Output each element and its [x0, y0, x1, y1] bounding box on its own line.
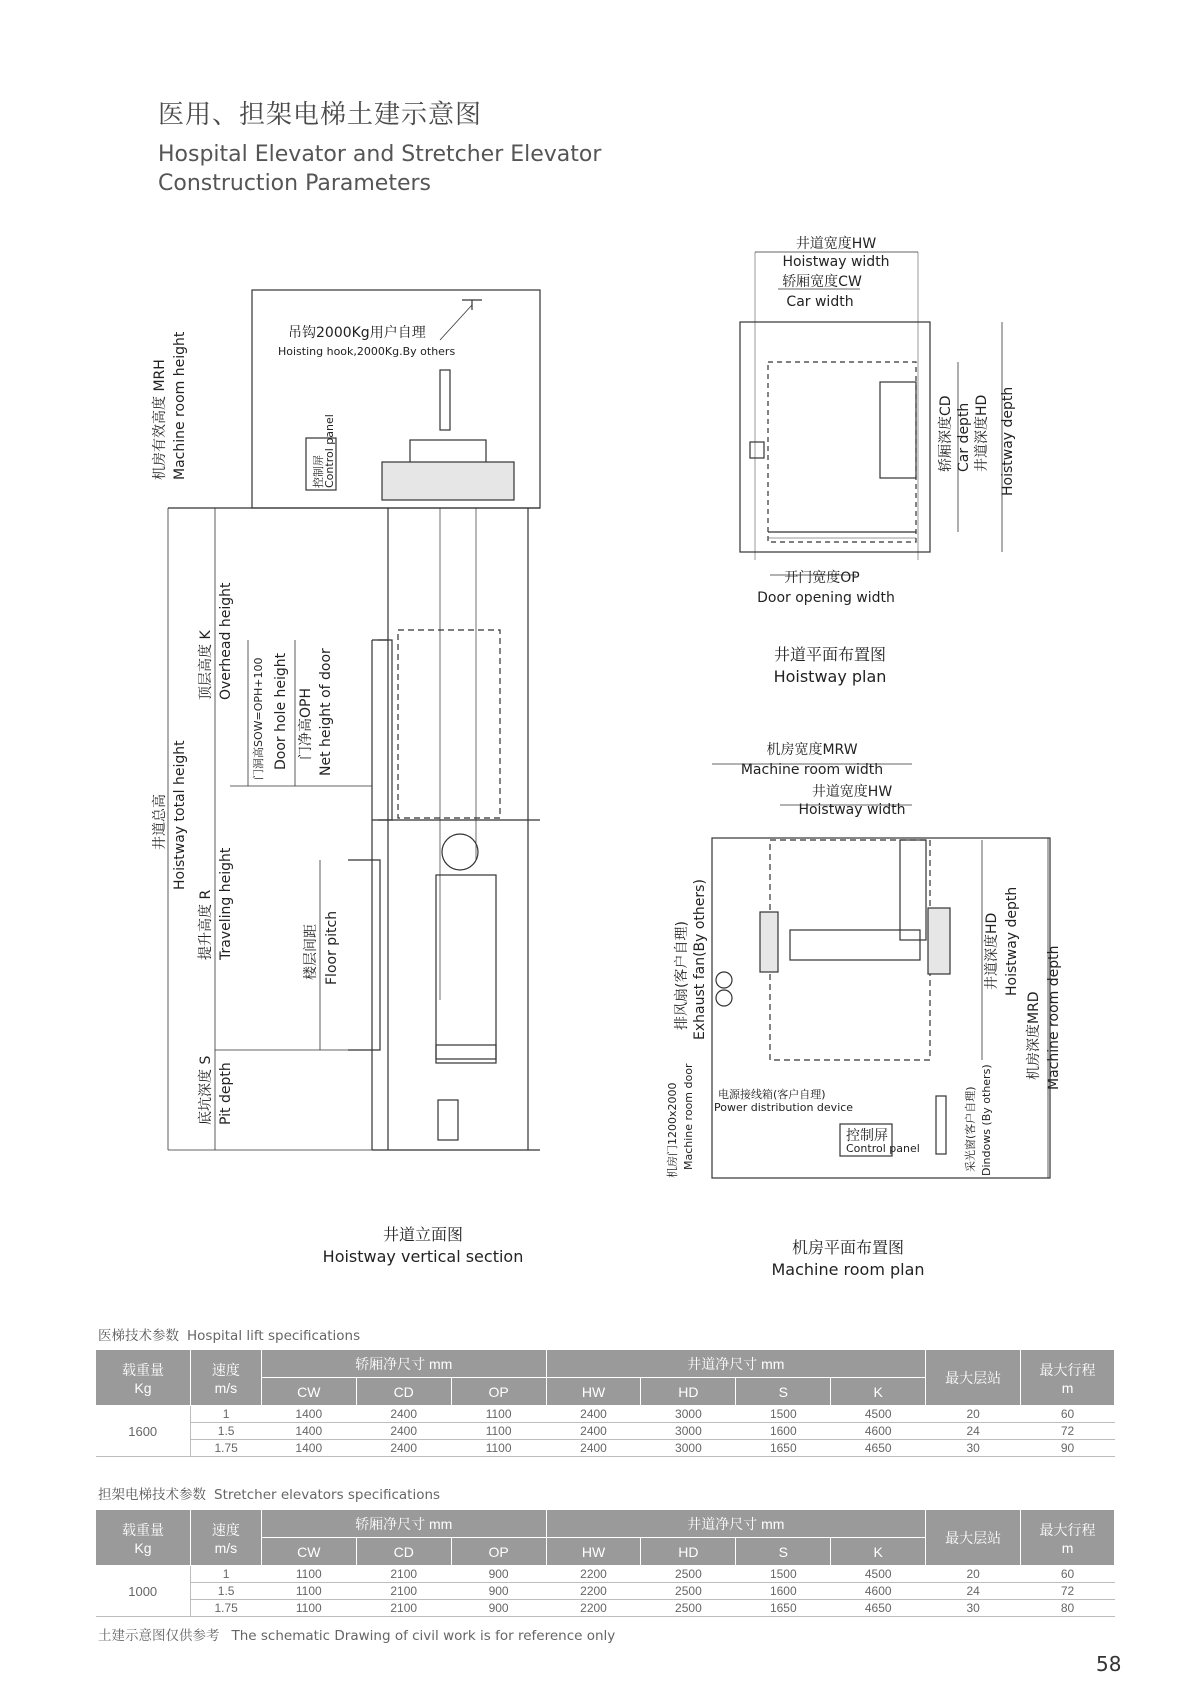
- cell: 2500: [641, 1566, 736, 1583]
- cell: 20: [926, 1406, 1021, 1423]
- page-title-en-line-2: Construction Parameters: [158, 171, 431, 196]
- cell: 4600: [831, 1423, 926, 1440]
- mr-door-en: Machine room door: [682, 1063, 695, 1170]
- col-op: OP: [451, 1538, 546, 1566]
- cell: 4650: [831, 1440, 926, 1457]
- cell: 1600: [736, 1423, 831, 1440]
- hook-label-cn: 吊钩2000Kg用户自理: [288, 325, 426, 341]
- cell: 2500: [641, 1600, 736, 1617]
- cell: 2200: [546, 1600, 641, 1617]
- cell: 2400: [356, 1440, 451, 1457]
- total-height-en: Hoistway total height: [172, 740, 188, 890]
- cell: 1400: [261, 1423, 356, 1440]
- mr-fan-cn: 排风扇(客户自理): [674, 921, 690, 1030]
- hp-hw-en: Hoistway width: [782, 254, 890, 270]
- hospital-table-title: [98, 1324, 360, 1344]
- col-op: OP: [451, 1378, 546, 1406]
- vs-panel-en: Control panel: [323, 414, 336, 488]
- mr-fan-en: Exhaust fan(By others): [692, 879, 708, 1040]
- cell: 1.75: [190, 1440, 261, 1457]
- mr-mrw-en: Machine room width: [740, 762, 884, 778]
- cell: 30: [926, 1600, 1021, 1617]
- mr-caption-en: Machine room plan: [771, 1260, 925, 1279]
- cell: 1.5: [190, 1583, 261, 1600]
- cell: 4600: [831, 1583, 926, 1600]
- cell: 30: [926, 1440, 1021, 1457]
- load-value: 1000: [96, 1566, 191, 1617]
- mr-panel-cn: 控制屏: [846, 1128, 888, 1144]
- cell: 60: [1021, 1566, 1115, 1583]
- hp-op-en: Door opening width: [757, 590, 895, 606]
- cell: 900: [451, 1600, 546, 1617]
- cell: 1400: [261, 1406, 356, 1423]
- vs-panel-cn: 控制屏: [312, 455, 325, 488]
- col-load: 载重量 Kg: [96, 1510, 191, 1566]
- mr-hw-cn: 井道宽度HW: [811, 784, 893, 800]
- cell: 2100: [356, 1566, 451, 1583]
- cell: 1500: [736, 1406, 831, 1423]
- cell: 1: [190, 1566, 261, 1583]
- cell: 1600: [736, 1583, 831, 1600]
- col-max-travel: 最大行程 m: [1021, 1510, 1115, 1566]
- hospital-spec-table: [95, 1349, 1115, 1457]
- col-s: S: [736, 1378, 831, 1406]
- car-lower: [436, 875, 496, 1063]
- col-hd: HD: [641, 1378, 736, 1406]
- hp-caption-cn: 井道平面布置图: [773, 645, 887, 664]
- cell: 4650: [831, 1600, 926, 1617]
- mr-power-cn: 电源接线箱(客户自理): [718, 1088, 826, 1101]
- col-speed: 速度 m/s: [190, 1350, 261, 1406]
- cell: 80: [1021, 1600, 1115, 1617]
- vs-caption-cn: 井道立面图: [382, 1225, 464, 1244]
- col-cw: CW: [261, 1538, 356, 1566]
- vs-caption-en: Hoistway vertical section: [322, 1247, 524, 1266]
- hook-label-en: Hoisting hook,2000Kg.By others: [278, 345, 456, 358]
- cell: 1100: [261, 1566, 356, 1583]
- cell: 1400: [261, 1440, 356, 1457]
- cell: 1500: [736, 1566, 831, 1583]
- cell: 2200: [546, 1583, 641, 1600]
- mr-power-en: Power distribution device: [714, 1101, 854, 1114]
- cell: 3000: [641, 1423, 736, 1440]
- cell: 20: [926, 1566, 1021, 1583]
- cell: 2400: [546, 1423, 641, 1440]
- col-shaft-size: 井道净尺寸 mm: [546, 1350, 926, 1378]
- col-hw: HW: [546, 1378, 641, 1406]
- stretcher-table-title-cn: 担架电梯技术参数: [98, 1487, 206, 1503]
- mrh-en: Machine room height: [172, 331, 188, 480]
- hp-cw-en: Car width: [786, 294, 854, 310]
- cell: 2100: [356, 1600, 451, 1617]
- col-load: 载重量 Kg: [96, 1350, 191, 1406]
- reference-note-en: The schematic Drawing of civil work is for reference only: [231, 1628, 616, 1644]
- reference-note: [98, 1624, 615, 1644]
- table-row: [96, 1583, 1115, 1600]
- cell: 2400: [356, 1423, 451, 1440]
- cell: 24: [926, 1423, 1021, 1440]
- stretcher-spec-table: [95, 1509, 1115, 1617]
- load-value: 1600: [96, 1406, 191, 1457]
- col-max-stops: 最大层站: [926, 1350, 1021, 1406]
- machine-room-plan-wall: [712, 838, 1050, 1178]
- car-plan-dashed: [768, 362, 916, 542]
- mr-window: [936, 1096, 946, 1154]
- hospital-table-title-en: Hospital lift specifications: [187, 1328, 361, 1344]
- cell: 1.5: [190, 1423, 261, 1440]
- mr-mrw-cn: 机房宽度MRW: [766, 742, 858, 758]
- cell: 1100: [451, 1440, 546, 1457]
- hp-cd-en: Car depth: [956, 402, 972, 472]
- exhaust-fan: [716, 972, 732, 988]
- hp-hd-en: Hoistway depth: [1000, 386, 1016, 496]
- col-max-travel: 最大行程 m: [1021, 1350, 1115, 1406]
- cell: 900: [451, 1566, 546, 1583]
- hospital-table-title-cn: 医梯技术参数: [98, 1328, 179, 1344]
- mrh-cn: 机房有效高度 MRH: [152, 359, 168, 480]
- hoistway-vertical-section: [168, 290, 540, 1150]
- cell: 1650: [736, 1440, 831, 1457]
- travel-en: Traveling height: [218, 847, 234, 960]
- table-row: [96, 1406, 1115, 1423]
- stretcher-table-title-en: Stretcher elevators specifications: [214, 1487, 441, 1503]
- mr-panel-en: Control panel: [846, 1142, 920, 1155]
- cell: 72: [1021, 1423, 1115, 1440]
- col-hw: HW: [546, 1538, 641, 1566]
- hp-hd-cn: 井道深度HD: [974, 394, 990, 472]
- mr-mrd-en: Machine room depth: [1046, 945, 1062, 1090]
- col-shaft-size: 井道净尺寸 mm: [546, 1510, 926, 1538]
- cell: 3000: [641, 1406, 736, 1423]
- col-hd: HD: [641, 1538, 736, 1566]
- cell: 3000: [641, 1440, 736, 1457]
- cell: 1: [190, 1406, 261, 1423]
- cell: 1100: [451, 1406, 546, 1423]
- col-speed: 速度 m/s: [190, 1510, 261, 1566]
- pit-cn: 底坑深度 S: [198, 1055, 214, 1125]
- mr-window-cn: 采光窗(客户自理): [964, 1086, 977, 1172]
- cell: 2200: [546, 1566, 641, 1583]
- machine-base: [382, 462, 514, 500]
- cell: 4500: [831, 1406, 926, 1423]
- sheave: [442, 834, 478, 870]
- pit-en: Pit depth: [218, 1062, 234, 1125]
- cell: 2100: [356, 1583, 451, 1600]
- col-cd: CD: [356, 1538, 451, 1566]
- cell: 24: [926, 1583, 1021, 1600]
- cell: 2400: [546, 1440, 641, 1457]
- hp-hw-cn: 井道宽度HW: [795, 236, 877, 252]
- page-title-en-line-1: Hospital Elevator and Stretcher Elevator: [158, 142, 602, 167]
- col-max-stops: 最大层站: [926, 1510, 1021, 1566]
- cell: 1100: [261, 1583, 356, 1600]
- cell: 1100: [451, 1423, 546, 1440]
- net-height-cn: 门净高OPH: [298, 688, 314, 760]
- table-row: [96, 1440, 1115, 1457]
- cell: 4500: [831, 1566, 926, 1583]
- cell: 60: [1021, 1406, 1115, 1423]
- doorhole-cn: 门洞高SOW=OPH+100: [252, 657, 265, 780]
- cell: 72: [1021, 1583, 1115, 1600]
- hp-caption-en: Hoistway plan: [773, 667, 887, 686]
- mr-mrd-cn: 机房深度MRD: [1026, 991, 1042, 1080]
- col-s: S: [736, 1538, 831, 1566]
- hp-op-cn: 开门宽度OP: [784, 570, 860, 586]
- travel-cn: 提升高度 R: [198, 889, 214, 960]
- cell: 90: [1021, 1440, 1115, 1457]
- floor-pitch-en: Floor pitch: [324, 910, 340, 985]
- page-title-cn: 医用、担架电梯土建示意图: [158, 100, 483, 130]
- cell: 2500: [641, 1583, 736, 1600]
- reference-note-cn: 土建示意图仅供参考: [98, 1628, 220, 1644]
- hp-cd-cn: 轿厢深度CD: [938, 395, 954, 472]
- cell: 2400: [356, 1406, 451, 1423]
- col-cw: CW: [261, 1378, 356, 1406]
- mr-caption-cn: 机房平面布置图: [791, 1238, 905, 1257]
- col-k: K: [831, 1378, 926, 1406]
- cell: 1100: [261, 1600, 356, 1617]
- col-car-size: 轿厢净尺寸 mm: [261, 1350, 546, 1378]
- cell: 1650: [736, 1600, 831, 1617]
- mr-hw-en: Hoistway width: [798, 802, 906, 818]
- cell: 1.75: [190, 1600, 261, 1617]
- overhead-en: Overhead height: [218, 582, 234, 700]
- table-row: [96, 1600, 1115, 1617]
- hp-cw-cn: 轿厢宽度CW: [782, 274, 862, 290]
- net-height-en: Net height of door: [318, 648, 334, 776]
- col-k: K: [831, 1538, 926, 1566]
- mr-window-en: Dindows (By others): [980, 1064, 993, 1176]
- col-car-size: 轿厢净尺寸 mm: [261, 1510, 546, 1538]
- mr-hd-cn: 井道深度HD: [984, 912, 1000, 990]
- overhead-cn: 顶层高度 K: [198, 630, 214, 700]
- table-row: [96, 1423, 1115, 1440]
- cell: 2400: [546, 1406, 641, 1423]
- car-upper-dashed: [398, 630, 500, 818]
- stretcher-table-title: [98, 1483, 440, 1503]
- mr-door-cn: 机房门1200x2000: [666, 1082, 679, 1178]
- col-cd: CD: [356, 1378, 451, 1406]
- page-number: 58: [1096, 1652, 1122, 1676]
- floor-pitch-cn: 楼层间距: [303, 924, 319, 980]
- total-height-cn: 井道总高: [152, 794, 168, 850]
- cell: 900: [451, 1583, 546, 1600]
- mr-hd-en: Hoistway depth: [1004, 886, 1020, 996]
- doorhole-en: Door hole height: [273, 652, 289, 770]
- table-row: [96, 1566, 1115, 1583]
